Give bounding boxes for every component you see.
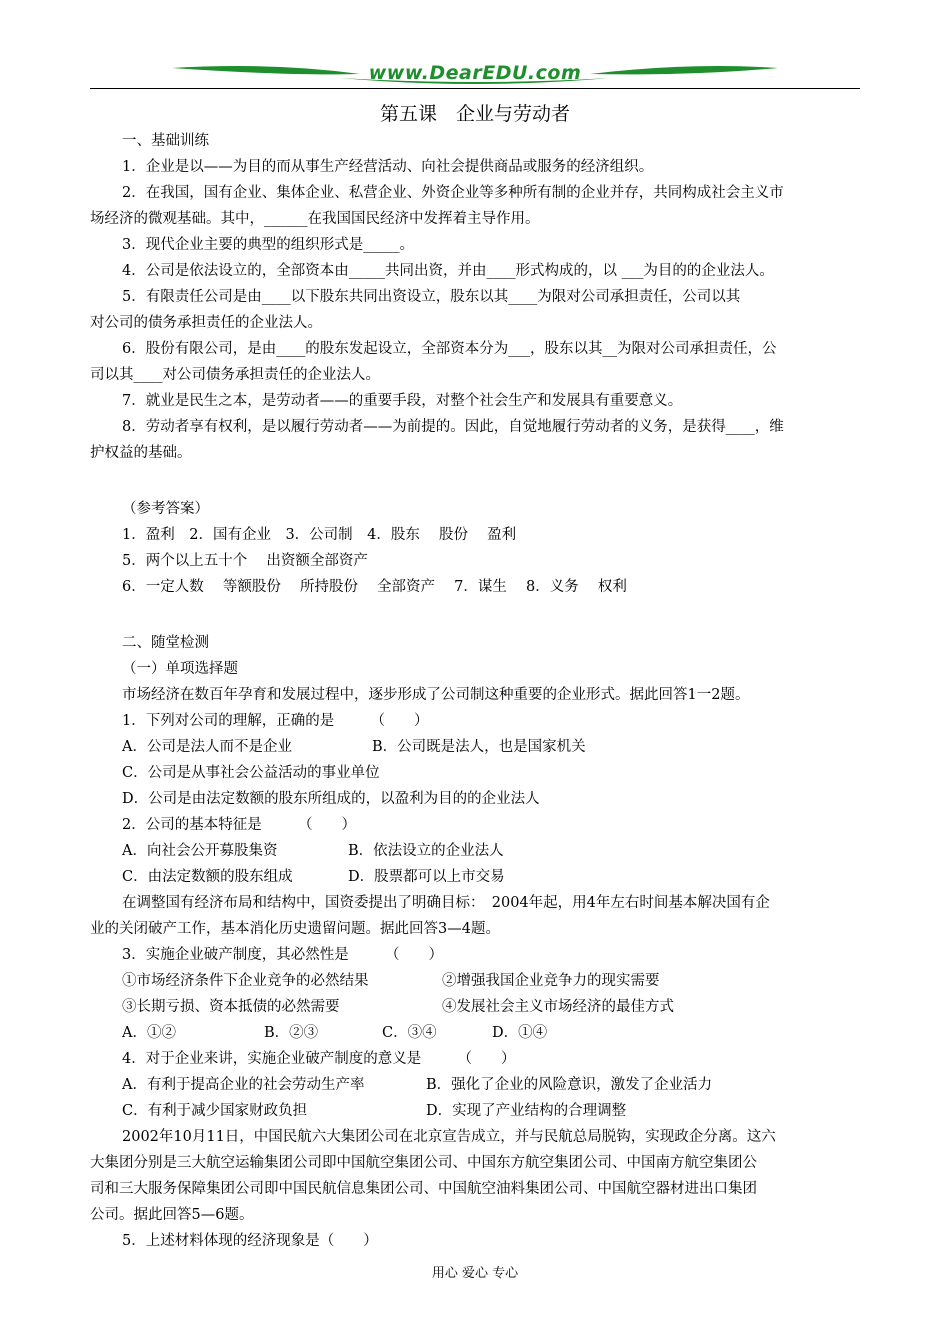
s1-q1: 1．企业是以——为目的而从事生产经营活动、向社会提供商品或服务的经济组织。 — [122, 159, 654, 175]
s2-q4-options-cd — [122, 1098, 860, 1124]
s1-q6a: 6．股份有限公司，是由____的股东发起设立，全部资本分为___，股东以其__为限对公司承担责任，公 — [122, 341, 777, 357]
header-rule — [90, 88, 860, 89]
statement-1: ①市场经济条件下企业竞争的必然结果 — [122, 973, 369, 989]
s2-q3-statements-12 — [122, 968, 860, 994]
s2-q1: 1．下列对公司的理解，正确的是 （ ） — [122, 713, 429, 729]
s2-q1-options-ab — [122, 734, 860, 760]
statement-4: ④发展社会主义市场经济的最佳方式 — [442, 999, 674, 1015]
s1-q7: 7．就业是民生之本，是劳动者——的重要手段，对整个社会生产和发展具有重要意义。 — [122, 393, 683, 409]
s1-q3: 3．现代企业主要的典型的组织形式是_____。 — [122, 237, 414, 253]
s1-q8a: 8．劳动者享有权利，是以履行劳动者——为前提的。因此，自觉地履行劳动者的义务，是获得____，维 — [122, 419, 784, 435]
s2-material3d: 公司。据此回答5—6题。 — [90, 1207, 254, 1223]
s2-q5: 5．上述材料体现的经济现象是（ ） — [122, 1233, 378, 1249]
s1-q5a: 5．有限责任公司是由____以下股东共同出资设立，股东以其____为限对公司承担责任，公司以其 — [122, 289, 741, 305]
s1-q2b: 场经济的微观基础。其中，______在我国国民经济中发挥着主导作用。 — [90, 211, 540, 227]
statement-3: ③长期亏损、资本抵债的必然需要 — [122, 999, 340, 1015]
s2-q4-options-ab — [122, 1072, 860, 1098]
site-header — [90, 60, 860, 90]
s2-q4: 4．对于企业来讲，实施企业破产制度的意义是 （ ） — [122, 1051, 516, 1067]
option-c: C．由法定数额的股东组成 — [122, 869, 293, 885]
statement-2: ②增强我国企业竞争力的现实需要 — [442, 973, 660, 989]
s2-material1: 市场经济在数百年孕育和发展过程中，逐步形成了公司制这种重要的企业形式。据此回答1一2题。 — [122, 687, 750, 703]
option-c: C．③④ — [382, 1025, 437, 1041]
s2-material3c: 司和三大服务保障集团公司即中国民航信息集团公司、中国航空油料集团公司、中国航空器材进出口集团 — [90, 1181, 757, 1197]
s2-q3: 3．实施企业破产制度，其必然性是 （ ） — [122, 947, 443, 963]
option-b: B．公司既是法人，也是国家机关 — [372, 739, 586, 755]
page-title: 第五课 企业与劳动者 — [379, 103, 570, 125]
s2-q2-options-ab — [122, 838, 860, 864]
answers-heading: （参考答案） — [122, 501, 209, 517]
s1-q8b: 护权益的基础。 — [90, 445, 192, 461]
section2-heading: 二、随堂检测 — [122, 635, 209, 651]
option-b: B．依法设立的企业法人 — [348, 843, 504, 859]
s2-material2b: 业的关闭破产工作，基本消化历史遗留问题。据此回答3—4题。 — [90, 921, 500, 937]
option-a: A．有利于提高企业的社会劳动生产率 — [122, 1077, 365, 1093]
s2-q3-statements-34 — [122, 994, 860, 1020]
option-c: C．公司是从事社会公益活动的事业单位 — [122, 765, 380, 781]
option-d: D．①④ — [492, 1025, 548, 1041]
page-footer: 用心 爱心 专心 — [431, 1266, 519, 1281]
s1-q6b: 司以其____对公司债务承担责任的企业法人。 — [90, 367, 380, 383]
s2-q2: 2．公司的基本特征是 （ ） — [122, 817, 356, 833]
option-d: D．实现了产业结构的合理调整 — [426, 1103, 627, 1119]
answers-line2: 5．两个以上五十个 出资额全部资产 — [122, 553, 368, 569]
option-a: A．公司是法人而不是企业 — [122, 739, 292, 755]
s2-material2a: 在调整国有经济布局和结构中，国资委提出了明确目标： 2004年起，用4年左右时间基本解决国有企 — [122, 895, 770, 911]
s1-q5b: 对公司的债务承担责任的企业法人。 — [90, 315, 322, 331]
section2-subheading: （一）单项选择题 — [122, 661, 238, 677]
section1-heading: 一、基础训练 — [122, 133, 209, 149]
s1-q2a: 2．在我国，国有企业、集体企业、私营企业、外资企业等多种所有制的企业并存，共同构成社会主义市 — [122, 185, 784, 201]
s2-material3a: 2002年10月11日，中国民航六大集团公司在北京宣告成立，并与民航总局脱钩，实现政企分离。这六 — [122, 1129, 776, 1145]
s2-q3-options — [122, 1020, 860, 1046]
option-b: B．强化了企业的风险意识，激发了企业活力 — [426, 1077, 713, 1093]
option-a: A．向社会公开募股集资 — [122, 843, 278, 859]
answers-line3: 6．一定人数 等额股份 所持股份 全部资产 7．谋生 8．义务 权利 — [122, 579, 627, 595]
option-d: D．股票都可以上市交易 — [348, 869, 505, 885]
s2-material3b: 大集团分别是三大航空运输集团公司即中国航空集团公司、中国东方航空集团公司、中国南方航空集团公 — [90, 1155, 757, 1171]
s1-q4: 4．公司是依法设立的，全部资本由_____共同出资，并由____形式构成的，以 ___为目的的企业法人。 — [122, 263, 774, 279]
option-c: C．有利于减少国家财政负担 — [122, 1103, 308, 1119]
option-b: B．②③ — [264, 1025, 319, 1041]
option-d: D．公司是由法定数额的股东所组成的，以盈利为目的的企业法人 — [122, 791, 540, 807]
answers-line1: 1．盈利 2．国有企业 3．公司制 4．股东 股份 盈利 — [122, 527, 517, 543]
site-logo-text[interactable]: www.DearEDU.com — [368, 62, 582, 84]
s2-q2-options-cd — [122, 864, 860, 890]
option-a: A．①② — [122, 1025, 176, 1041]
document-body — [90, 100, 860, 1254]
